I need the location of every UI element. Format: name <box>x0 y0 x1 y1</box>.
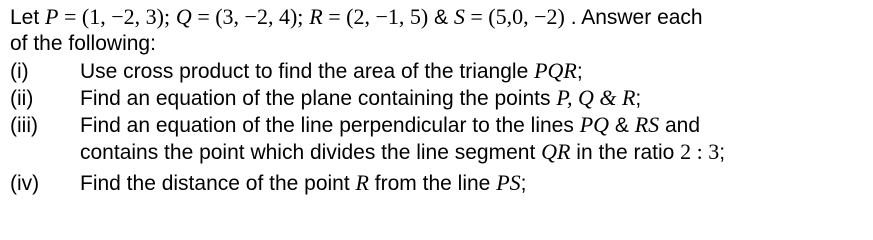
item-text-part: Find an equation of the plane containing the points <box>80 87 557 110</box>
item-number: (ii) <box>10 87 34 110</box>
item-text-part: & <box>609 114 635 137</box>
item-text <box>80 60 583 83</box>
segment-qr: QR <box>541 139 571 164</box>
item-number: (iii) <box>10 114 38 137</box>
point-r: R <box>355 170 369 195</box>
item-text <box>80 114 700 137</box>
equals-sign: = <box>58 4 82 29</box>
point-p-coords: (1, −2, 3); <box>81 4 171 29</box>
ratio: 2 : 3 <box>680 139 720 164</box>
point-p-definition <box>45 4 170 29</box>
equals-sign: = <box>464 4 489 29</box>
item-end: ; <box>635 87 642 110</box>
intro-let: Let <box>10 6 46 29</box>
point-s-definition <box>454 4 565 29</box>
point-r-coords: (2, −1, 5) <box>346 4 429 29</box>
triangle-pqr: PQR <box>534 58 577 83</box>
question-item-iii-continuation <box>80 139 725 166</box>
line-rs: RS <box>634 112 660 137</box>
line-pq: PQ <box>579 112 610 137</box>
item-text <box>80 172 527 195</box>
intro-tail: . Answer each <box>564 6 703 29</box>
problem-intro-line-2: of the following: <box>10 32 156 55</box>
point-q-coords: (3, −2, 4); <box>215 4 304 29</box>
point-r-definition <box>309 4 428 29</box>
line-ps: PS <box>496 170 521 195</box>
question-item-i <box>10 58 583 85</box>
item-text-part: Find an equation of the line perpendicular to the lines <box>80 114 580 137</box>
item-end: ; <box>520 172 527 195</box>
intro-ampersand: & <box>428 6 454 29</box>
item-text-part: from the line <box>368 172 497 195</box>
item-end: and <box>659 114 701 137</box>
points-pqr: P, Q & R <box>556 85 636 110</box>
item-end: ; <box>576 60 583 83</box>
point-p-name: P <box>45 4 59 29</box>
item-text <box>80 87 641 110</box>
item-number: (i) <box>10 60 29 83</box>
problem-intro-line-1 <box>10 4 703 31</box>
question-item-ii <box>10 85 641 112</box>
item-text-part: Use cross product to find the area of the triangle <box>80 60 535 83</box>
question-item-iv <box>10 170 527 197</box>
item-text-part: Find the distance of the point <box>80 172 356 195</box>
item-end: ; <box>719 141 726 164</box>
point-r-name: R <box>309 4 323 29</box>
equals-sign: = <box>191 4 216 29</box>
item-text-part: in the ratio <box>570 141 681 164</box>
equals-sign: = <box>322 4 347 29</box>
point-q-name: Q <box>175 4 192 29</box>
item-number: (iv) <box>10 172 40 195</box>
point-q-definition <box>176 4 303 29</box>
point-s-name: S <box>453 4 465 29</box>
question-item-iii <box>10 112 700 139</box>
item-text-part: contains the point which divides the line segment <box>80 141 542 164</box>
point-s-coords: (5,0, −2) <box>488 4 565 29</box>
